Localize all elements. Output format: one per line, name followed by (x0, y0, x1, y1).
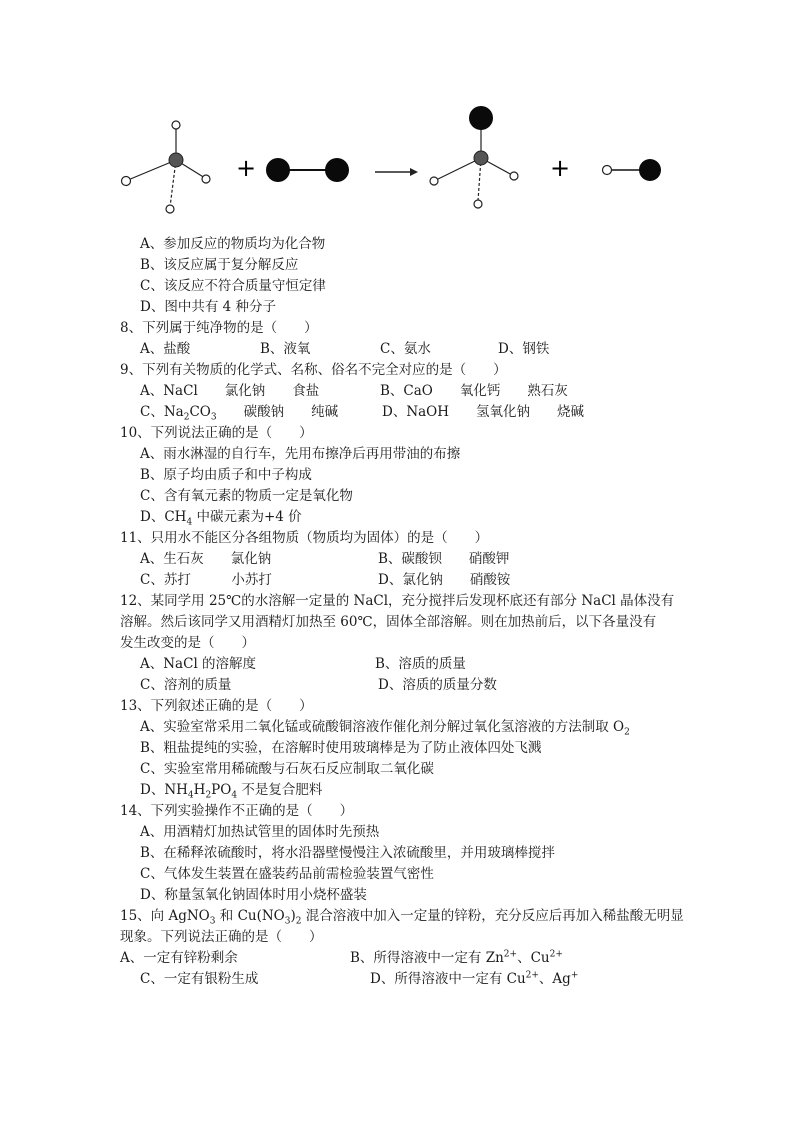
q9-option-a: A、NaCl 氯化钠 食盐 (140, 383, 320, 399)
q9-option-b: B、CaO 氧化钙 熟石灰 (380, 383, 568, 399)
q10-option-b: B、原子均由质子和中子构成 (140, 467, 312, 483)
q15-stem-line1: 15、向 AgNO$_3$ 和 $Cu(NO_3)_2$ 混合溶液中加入一定量的锌粉，充分反应后再加入稀盐酸无明显 (120, 908, 684, 927)
product-molecule-2 (603, 159, 662, 181)
q13-option-d: D、$NH_4H_2PO_4$ 不是复合肥料 (140, 782, 323, 801)
q11-option-b: B、碳酸钡 硝酸钾 (378, 551, 510, 567)
q10-stem: 10、下列说法正确的是（ ） (120, 425, 313, 441)
q13-option-b: B、粗盐提纯的实验，在溶解时使用玻璃棒是为了防止液体四处飞溅 (140, 740, 542, 756)
q15-stem-line2: 现象。下列说法正确的是（ ） (120, 929, 323, 945)
reaction-diagram (0, 0, 794, 230)
q9-option-c: C、$Na_2CO_3$ 碳酸钠 纯碱 (140, 404, 339, 423)
q12-option-a: A、NaCl 的溶解度 (140, 656, 257, 672)
q12-stem-line1: 12、某同学用 25℃的水溶解一定量的 NaCl，充分搅拌后发现杯底还有部分 NaCl 晶体没有 (120, 593, 675, 609)
q14-option-c: C、气体发生装置在盛装药品前需检验装置气密性 (140, 866, 434, 882)
q8-option-b: B、液氧 (260, 341, 311, 357)
q10-option-c: C、含有氧元素的物质一定是氧化物 (140, 488, 353, 504)
q9-stem: 9、下列有关物质的化学式、名称、俗名不完全对应的是（ ） (120, 362, 507, 378)
q10-option-a: A、雨水淋湿的自行车，先用布擦净后再用带油的布擦 (140, 446, 461, 462)
product-molecule-1 (430, 106, 518, 208)
q11-stem: 11、只用水不能区分各组物质（物质均为固体）的是（ ） (120, 530, 489, 546)
q12-stem-line3: 发生改变的是（ ） (120, 635, 255, 651)
q9-option-d: D、NaOH 氢氧化钠 烧碱 (382, 404, 585, 420)
q7-option-d: D、图中共有 4 种分子 (140, 299, 276, 315)
q12-option-c: C、溶剂的质量 (140, 677, 232, 693)
q14-option-d: D、称量氢氧化钠固体时用小烧杯盛装 (140, 887, 367, 903)
q8-stem: 8、下列属于纯净物的是（ ） (120, 320, 318, 336)
q13-option-a: A、实验室常采用二氧化锰或硫酸铜溶液作催化剂分解过氧化氢溶液的方法制取 $O_2$ (140, 719, 630, 738)
q15-option-b: B、所得溶液中一定有 $Zn^{2+}$、$Cu^{2+}$ (350, 949, 563, 966)
q13-stem: 13、下列叙述正确的是（ ） (120, 698, 313, 714)
plus-sign-2: + (550, 154, 571, 182)
q8-option-d: D、钢铁 (498, 341, 550, 357)
q8-option-a: A、盐酸 (140, 341, 191, 357)
q7-option-b: B、该反应属于复分解反应 (140, 257, 299, 273)
q14-option-b: B、在稀释浓硫酸时，将水沿器壁慢慢注入浓硫酸里，并用玻璃棒搅拌 (140, 845, 555, 861)
q7-option-a: A、参加反应的物质均为化合物 (140, 236, 326, 252)
q14-option-a: A、用酒精灯加热试管里的固体时先预热 (140, 824, 380, 840)
q15-option-c: C、一定有银粉生成 (140, 971, 259, 987)
q15-option-a: A、一定有锌粉剩余 (120, 950, 238, 966)
reaction-arrow (375, 168, 418, 176)
plus-sign-1: + (236, 154, 257, 182)
q11-option-d: D、氯化钠 硝酸铵 (378, 572, 511, 588)
q14-stem: 14、下列实验操作不正确的是（ ） (120, 803, 354, 819)
q11-option-a: A、生石灰 氯化钠 (140, 551, 272, 567)
q10-option-d: D、$CH_4$ 中碳元素为+4 价 (140, 509, 302, 528)
q12-option-b: B、溶质的质量 (375, 656, 466, 672)
reactant-molecule-2 (266, 158, 349, 182)
reactant-molecule-1 (122, 121, 211, 213)
q11-option-c: C、苏打 小苏打 (140, 572, 272, 588)
q7-option-c: C、该反应不符合质量守恒定律 (140, 278, 326, 294)
q15-option-d: D、所得溶液中一定有 $Cu^{2+}$、Ag+ (370, 970, 579, 987)
q12-option-d: D、溶质的质量分数 (378, 677, 497, 693)
q13-option-c: C、实验室常用稀硫酸与石灰石反应制取二氧化碳 (140, 761, 434, 777)
q12-stem-line2: 溶解。然后该同学又用酒精灯加热至 60℃，固体全部溶解。则在加热前后，以下各量没有 (120, 614, 657, 630)
q8-option-c: C、氨水 (380, 341, 431, 357)
